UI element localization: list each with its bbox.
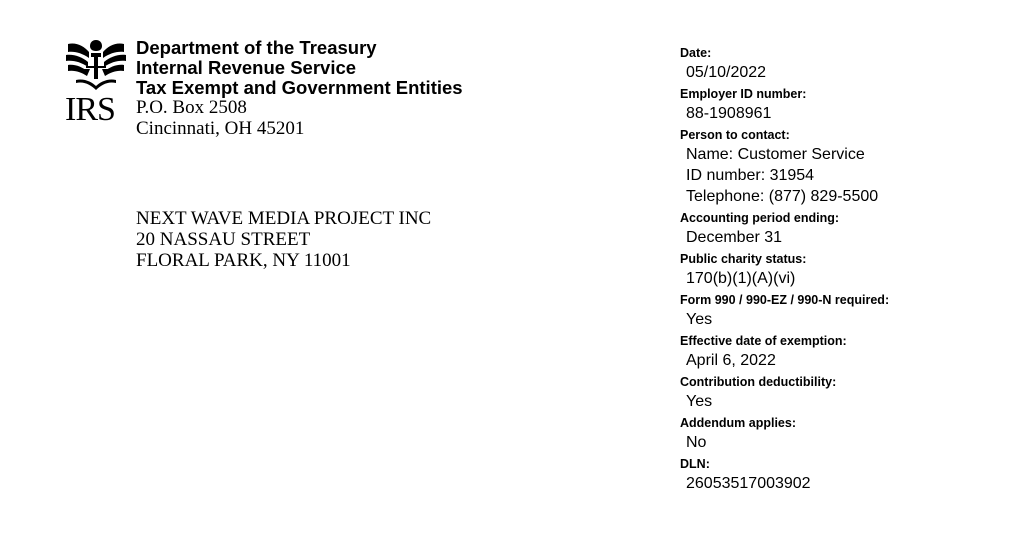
info-value: 170(b)(1)(A)(vi) [686,270,796,287]
info-value: April 6, 2022 [686,352,776,369]
info-value: Yes [686,393,713,410]
info-label: Person to contact: [680,128,790,142]
info-label: Public charity status: [680,252,807,266]
info-employer-id [680,85,1010,124]
info-contribution-deductibility [680,373,1010,412]
info-label: Employer ID number: [680,87,807,101]
info-date [680,44,1010,83]
info-value: No [686,434,707,451]
agency-line-treasury: Department of the Treasury [136,37,377,58]
info-person-to-contact [680,126,1010,207]
info-value: 05/10/2022 [686,64,767,81]
info-label: Date: [680,46,712,60]
info-value: December 31 [686,229,783,246]
irs-eagle-icon [62,36,130,92]
recipient-address [136,208,431,271]
info-value-contact-id: ID number: 31954 [686,167,815,184]
info-form-990-required [680,291,1010,330]
info-label: Contribution deductibility: [680,375,837,389]
agency-line-tege: Tax Exempt and Government Entities [136,77,463,98]
recipient-city: FLORAL PARK, NY 11001 [136,250,351,271]
info-value: 26053517003902 [686,475,811,492]
info-value-contact-phone: Telephone: (877) 829-5500 [686,188,879,205]
info-value: 88-1908961 [686,105,772,122]
info-label: Addendum applies: [680,416,796,430]
info-panel [680,44,1010,496]
agency-header [136,38,463,139]
info-public-charity-status [680,250,1010,289]
recipient-street: 20 NASSAU STREET [136,229,311,250]
info-effective-date [680,332,1010,371]
info-label: Effective date of exemption: [680,334,847,348]
info-value-contact-name: Name: Customer Service [686,146,865,163]
info-label: Form 990 / 990-EZ / 990-N required: [680,293,890,307]
info-addendum-applies [680,414,1010,453]
agency-line-irs: Internal Revenue Service [136,57,357,78]
info-label: Accounting period ending: [680,211,840,225]
recipient-name: NEXT WAVE MEDIA PROJECT INC [136,208,432,229]
info-label: DLN: [680,457,710,471]
info-dln [680,455,1010,494]
agency-address-city: Cincinnati, OH 45201 [136,117,305,139]
info-accounting-period [680,209,1010,248]
agency-address-pobox: P.O. Box 2508 [136,97,247,118]
info-value: Yes [686,311,713,328]
irs-logo-text: IRS [65,91,115,128]
